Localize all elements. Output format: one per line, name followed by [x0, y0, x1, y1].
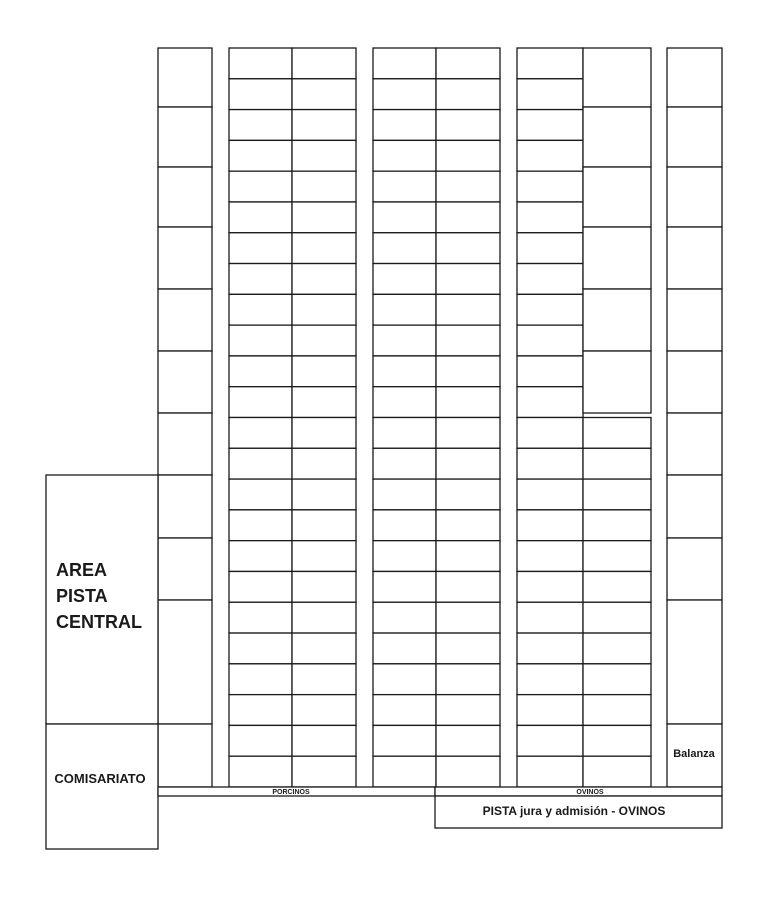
pen-cell	[517, 633, 583, 664]
pen-cell	[158, 107, 212, 167]
area-label-line-2: PISTA	[56, 586, 108, 606]
pen-cell	[229, 79, 292, 110]
pen-cell	[667, 600, 722, 724]
pen-cell	[373, 510, 436, 541]
pista-jura-label: PISTA jura y admisión - OVINOS	[482, 804, 666, 818]
pen-cell	[373, 233, 436, 264]
pen-cell	[583, 167, 651, 227]
pen-cell	[436, 479, 500, 510]
pen-cell	[517, 140, 583, 171]
pen-cell	[373, 602, 436, 633]
pen-cell	[373, 387, 436, 418]
pen-cell	[583, 541, 651, 572]
pen-cell	[229, 171, 292, 202]
pen-cell	[436, 387, 500, 418]
pen-cell	[292, 479, 356, 510]
pen-cell	[517, 110, 583, 141]
pen-cell	[583, 418, 651, 449]
pen-cell	[229, 756, 292, 787]
pen-cell	[158, 227, 212, 289]
pen-cell	[158, 475, 212, 538]
pen-cell	[517, 448, 583, 479]
pen-cell	[436, 202, 500, 233]
pen-cell	[158, 600, 212, 724]
pen-cell	[436, 79, 500, 110]
pen-cell	[517, 233, 583, 264]
pen-cell	[436, 541, 500, 572]
pen-cell	[292, 541, 356, 572]
ovinos-label: OVINOS	[576, 789, 604, 796]
pen-cell	[583, 602, 651, 633]
pen-cell	[517, 356, 583, 387]
pen-cell	[583, 664, 651, 695]
pen-cell	[436, 633, 500, 664]
pen-cell	[517, 756, 583, 787]
pen-cell	[373, 294, 436, 325]
pen-cell	[373, 664, 436, 695]
pen-cell	[517, 264, 583, 295]
pen-cell	[373, 356, 436, 387]
pen-cell	[158, 413, 212, 475]
pen-cell	[229, 510, 292, 541]
pen-cell	[436, 664, 500, 695]
pen-cell	[373, 202, 436, 233]
pen-cell	[517, 294, 583, 325]
pen-cell	[517, 202, 583, 233]
pen-cell	[436, 48, 500, 79]
pen-cell	[229, 48, 292, 79]
pen-cell	[158, 724, 212, 787]
pen-cell	[517, 171, 583, 202]
pen-cell	[517, 695, 583, 726]
pen-cell	[373, 541, 436, 572]
pen-cell	[517, 510, 583, 541]
pen-cell	[292, 756, 356, 787]
pen-cell	[583, 510, 651, 541]
pen-grid	[158, 48, 722, 787]
pen-cell	[436, 418, 500, 449]
pen-cell	[229, 294, 292, 325]
pen-cell	[436, 571, 500, 602]
pen-cell	[292, 233, 356, 264]
pen-cell	[292, 110, 356, 141]
pen-cell	[373, 79, 436, 110]
pen-cell	[229, 541, 292, 572]
pen-cell	[436, 756, 500, 787]
pen-cell	[292, 725, 356, 756]
area-label-line-1: AREA	[56, 560, 108, 580]
pen-cell	[436, 356, 500, 387]
pen-cell	[229, 571, 292, 602]
pen-cell	[517, 479, 583, 510]
pen-cell	[373, 418, 436, 449]
pen-cell	[229, 325, 292, 356]
pen-cell	[436, 448, 500, 479]
pen-cell	[229, 633, 292, 664]
pen-cell	[373, 171, 436, 202]
pen-cell	[373, 695, 436, 726]
pen-cell	[229, 448, 292, 479]
pen-cell	[229, 695, 292, 726]
pen-cell	[667, 48, 722, 107]
pen-cell	[583, 695, 651, 726]
pen-cell	[436, 510, 500, 541]
pen-cell	[517, 725, 583, 756]
pen-cell	[229, 356, 292, 387]
pen-cell	[292, 79, 356, 110]
pen-cell	[292, 48, 356, 79]
pen-cell	[292, 264, 356, 295]
pen-cell	[158, 167, 212, 227]
pen-cell	[229, 140, 292, 171]
pen-cell	[517, 571, 583, 602]
pen-cell	[292, 171, 356, 202]
pen-cell	[436, 264, 500, 295]
comisariato-block	[46, 724, 158, 849]
pen-cell	[292, 510, 356, 541]
pen-cell	[667, 107, 722, 167]
pen-cell	[229, 664, 292, 695]
pen-cell	[158, 538, 212, 600]
pen-cell	[583, 48, 651, 107]
pen-cell	[373, 325, 436, 356]
pen-cell	[583, 756, 651, 787]
pen-cell	[292, 695, 356, 726]
pen-cell	[229, 725, 292, 756]
pen-cell	[292, 202, 356, 233]
pen-cell	[583, 725, 651, 756]
pen-cell	[229, 418, 292, 449]
pen-cell	[583, 448, 651, 479]
pen-cell	[229, 387, 292, 418]
pen-cell	[436, 171, 500, 202]
pen-cell	[436, 110, 500, 141]
pen-cell	[373, 264, 436, 295]
pen-cell	[373, 140, 436, 171]
pen-cell	[436, 725, 500, 756]
pen-cell	[292, 633, 356, 664]
pen-cell	[373, 479, 436, 510]
balanza-label: Balanza	[673, 748, 715, 760]
pen-cell	[292, 571, 356, 602]
pen-cell	[229, 602, 292, 633]
pen-cell	[373, 756, 436, 787]
pen-cell	[517, 541, 583, 572]
pen-cell	[436, 233, 500, 264]
pen-cell	[517, 48, 583, 79]
pen-cell	[229, 264, 292, 295]
pen-cell	[667, 538, 722, 600]
pen-cell	[667, 167, 722, 227]
pen-cell	[158, 289, 212, 351]
pen-cell	[583, 571, 651, 602]
pen-cell	[158, 48, 212, 107]
pen-cell	[373, 48, 436, 79]
pen-cell	[667, 475, 722, 538]
pen-cell	[158, 351, 212, 413]
pen-cell	[373, 725, 436, 756]
pen-cell	[517, 325, 583, 356]
pen-cell	[292, 418, 356, 449]
pen-cell	[583, 351, 651, 413]
pen-cell	[667, 289, 722, 351]
pen-cell	[517, 418, 583, 449]
pen-cell	[292, 294, 356, 325]
pen-cell	[373, 633, 436, 664]
pen-cell	[229, 233, 292, 264]
pen-cell	[229, 202, 292, 233]
pen-cell	[517, 387, 583, 418]
pen-cell	[667, 227, 722, 289]
pen-cell	[436, 325, 500, 356]
comisariato-label: COMISARIATO	[54, 771, 146, 786]
pen-cell	[667, 351, 722, 413]
pen-cell	[667, 413, 722, 475]
pen-cell	[292, 664, 356, 695]
pen-cell	[583, 107, 651, 167]
pen-cell	[292, 448, 356, 479]
pen-cell	[292, 387, 356, 418]
pen-cell	[292, 602, 356, 633]
pen-cell	[436, 602, 500, 633]
pen-cell	[583, 227, 651, 289]
pen-cell	[436, 140, 500, 171]
pen-cell	[292, 325, 356, 356]
pen-cell	[436, 294, 500, 325]
pen-cell	[583, 289, 651, 351]
pen-cell	[373, 110, 436, 141]
pen-cell	[436, 695, 500, 726]
pen-cell	[583, 479, 651, 510]
pen-cell	[517, 664, 583, 695]
pen-cell	[292, 356, 356, 387]
area-label-line-3: CENTRAL	[56, 612, 142, 632]
pen-cell	[517, 602, 583, 633]
pen-cell	[517, 79, 583, 110]
porcinos-label: PORCINOS	[272, 789, 310, 796]
pen-cell	[373, 448, 436, 479]
pen-cell	[229, 110, 292, 141]
pen-cell	[373, 571, 436, 602]
pen-cell	[583, 633, 651, 664]
pen-cell	[229, 479, 292, 510]
pen-cell	[292, 140, 356, 171]
